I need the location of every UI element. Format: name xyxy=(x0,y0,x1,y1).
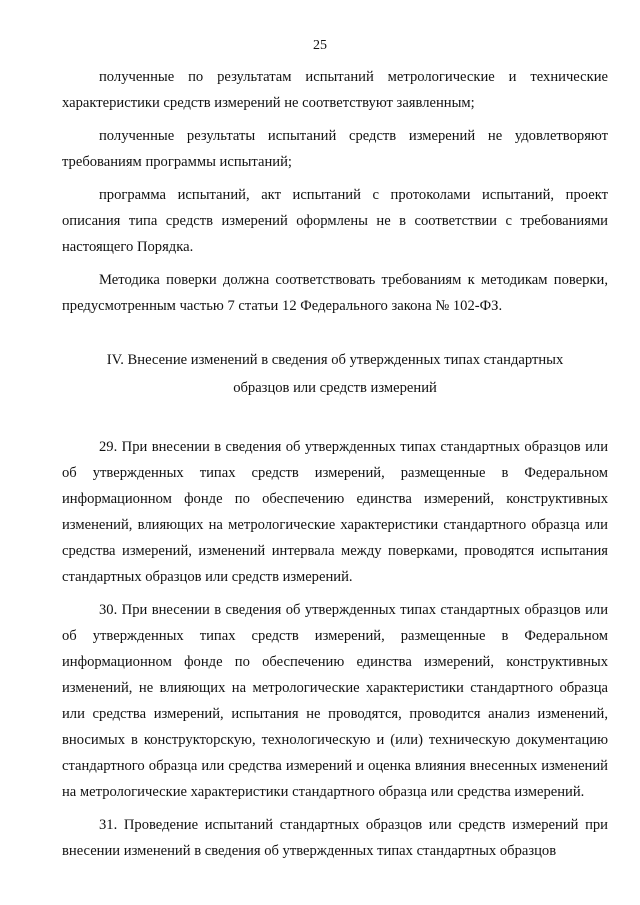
paragraph-verification-method: Методика поверки должна соответствовать требованиям к методикам поверки, предусмотренным частью 7 статьи 12 Федерального закона № 102-ФЗ. xyxy=(62,272,608,314)
paragraph-30: 30. При внесении в сведения об утвержденных типах стандартных образцов или об утвержденных типах средств измерений, размещенные в Федеральном информационном фонде по обеспечению единства измерений, конструктивных изменений, не влияющих на метрологические характеристики стандартного образца или средства измерений, испытания не проводятся, проводится анализ изменений, вносимых в конструкторскую, технологическую и (или) техническую документацию стандартного образца или средства измерений и оценка влияния внесенных изменений на метрологические характеристики стандартного образца или средства измерений. xyxy=(62,602,608,800)
list-item-documents-format: программа испытаний, акт испытаний с протоколами испытаний, проект описания типа средств измерений оформлены не в соответствии с требованиями настоящего Порядка. xyxy=(62,187,608,255)
document-body xyxy=(62,64,608,864)
list-item-program-requirements: полученные результаты испытаний средств измерений не удовлетворяют требованиям программы испытаний; xyxy=(62,128,608,170)
list-item-characteristics: полученные по результатам испытаний метрологические и технические характеристики средств измерений не соответствуют заявленным; xyxy=(62,69,608,111)
paragraph-31: 31. Проведение испытаний стандартных образцов или средств измерений при внесении изменений в сведения об утвержденных типах стандартных образцов xyxy=(62,817,608,859)
paragraph-29: 29. При внесении в сведения об утвержденных типах стандартных образцов или об утвержденных типах средств измерений, размещенные в Федеральном информационном фонде по обеспечению единства измерений, конструктивных изменений, влияющих на метрологические характеристики стандартного образца или средства измерений, изменений интервала между поверками, проводятся испытания стандартных образцов или средств измерений. xyxy=(62,439,608,585)
page-number: 25 xyxy=(313,38,327,53)
section-heading: IV. Внесение изменений в сведения об утвержденных типах стандартных образцов или средств измерений xyxy=(106,352,564,396)
